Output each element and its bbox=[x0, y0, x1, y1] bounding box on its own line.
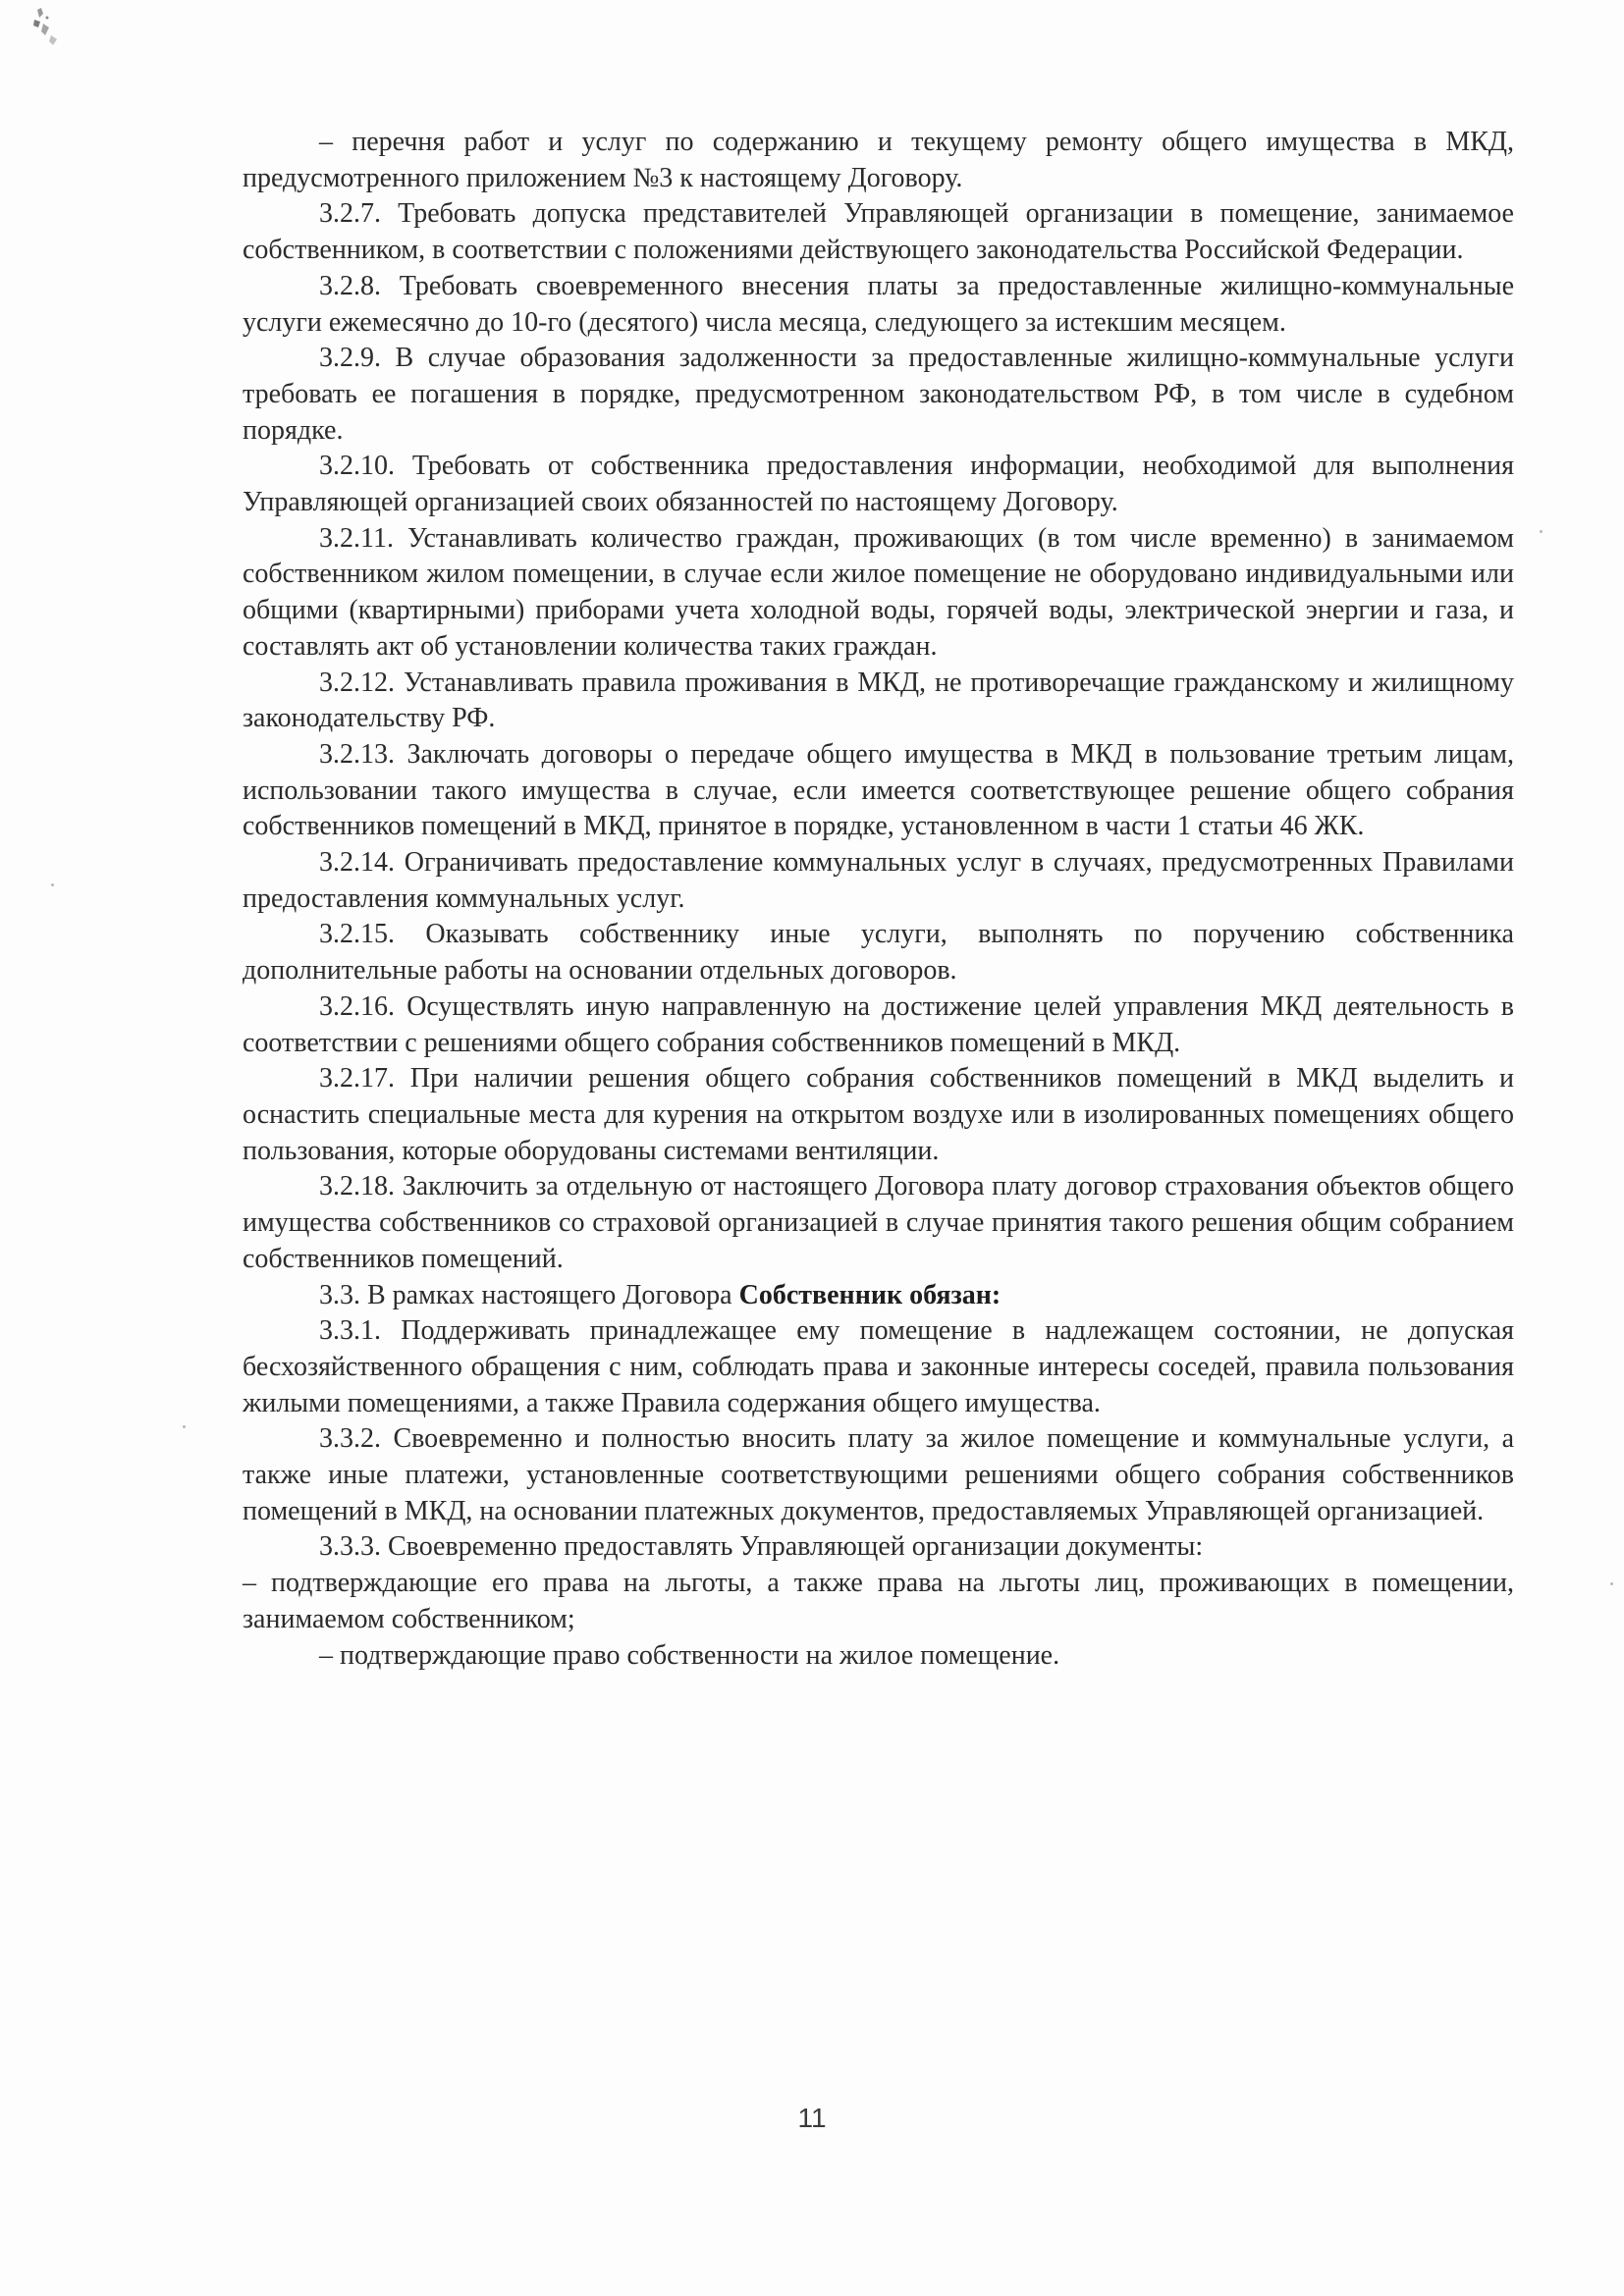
scan-artifact-mark bbox=[31, 6, 61, 49]
list-item-docs-benefits: – подтверждающие его права на льготы, а также права на льготы лиц, проживающих в помещении, занимаемом собственником; bbox=[243, 1568, 1514, 1634]
paragraph-3-3-3: 3.3.3. Своевременно предоставлять Управляющей организации документы: bbox=[319, 1531, 1204, 1563]
list-item-docs-ownership: – подтверждающие право собственности на жилое помещение. bbox=[319, 1639, 1060, 1671]
scan-speck bbox=[183, 1425, 186, 1428]
paragraph-3-3-1: 3.3.1. Поддерживать принадлежащее ему помещение в надлежащем состоянии, не допуская бесхозяйственного обращения с ним, соблюдать права и законные интересы соседей, правила пользования жилыми помещениями, а также Правила содержания общего имущества. bbox=[243, 1315, 1514, 1418]
section-heading-3-3 bbox=[243, 1278, 1514, 1314]
document-body bbox=[243, 125, 1514, 1674]
paragraph-3-2-9: 3.2.9. В случае образования задолженности за предоставленные жилищно-коммунальные услуги требовать ее погашения в порядке, предусмотренном законодательством РФ, в том числе в судебном порядке. bbox=[243, 343, 1514, 446]
scan-speck bbox=[1540, 530, 1543, 533]
paragraph-3-2-17: 3.2.17. При наличии решения общего собрания собственников помещений в МКД выделить и оснастить специальные места для курения на открытом воздухе или в изолированных помещениях общего пользования, которые оборудованы системами вентиляции. bbox=[243, 1063, 1514, 1166]
scan-speck bbox=[1610, 1582, 1613, 1585]
paragraph-3-3-2: 3.3.2. Своевременно и полностью вносить плату за жилое помещение и коммунальные услуги, а также иные платежи, установленные соответствующими решениями общего собрания собственников помещений в МКД, на основании платежных документов, предоставляемых Управляющей организацией. bbox=[243, 1423, 1514, 1526]
scan-speck bbox=[51, 883, 54, 886]
section-3-3-bold: Собственник обязан: bbox=[738, 1279, 1001, 1310]
paragraph-3-2-15: 3.2.15. Оказывать собственнику иные услуги, выполнять по поручению собственника дополнительные работы на основании отдельных договоров. bbox=[243, 919, 1514, 987]
paragraph-3-2-12: 3.2.12. Устанавливать правила проживания в МКД, не противоречащие гражданскому и жилищному законодательству РФ. bbox=[243, 667, 1514, 734]
page-number: 11 bbox=[797, 2103, 827, 2133]
section-3-3-prefix: 3.3. В рамках настоящего Договора bbox=[319, 1279, 739, 1310]
paragraph-3-2-8: 3.2.8. Требовать своевременного внесения платы за предоставленные жилищно-коммунальные услуги ежемесячно до 10-го (десятого) числа месяца, следующего за истекшим месяцем. bbox=[243, 270, 1514, 338]
paragraph-3-2-10: 3.2.10. Требовать от собственника предоставления информации, необходимой для выполнения Управляющей организацией своих обязанностей по настоящему Договору. bbox=[243, 451, 1514, 518]
paragraph-3-2-16: 3.2.16. Осуществлять иную направленную на достижение целей управления МКД деятельность в соответствии с решениями общего собрания собственников помещений в МКД. bbox=[243, 990, 1514, 1058]
paragraph-3-2-7: 3.2.7. Требовать допуска представителей Управляющей организации в помещение, занимаемое собственником, в соответствии с положениями действующего законодательства Российской Федерации. bbox=[243, 198, 1514, 266]
paragraph-3-2-18: 3.2.18. Заключить за отдельную от настоящего Договора плату договор страхования объектов общего имущества собственников со страховой организацией в случае принятия такого решения общим собранием собственников помещений. bbox=[243, 1171, 1514, 1274]
paragraph-3-2-13: 3.2.13. Заключать договоры о передаче общего имущества в МКД в пользование третьим лицам, использовании такого имущества в случае, если имеется соответствующее решение общего собрания собственников помещений в МКД, принятое в порядке, установленном в части 1 статьи 46 ЖК. bbox=[243, 738, 1514, 842]
paragraph-3-2-14: 3.2.14. Ограничивать предоставление коммунальных услуг в случаях, предусмотренных Правилами предоставления коммунальных услуг. bbox=[243, 847, 1514, 914]
paragraph-list-works: – перечня работ и услуг по содержанию и текущему ремонту общего имущества в МКД, предусмотренного приложением №3 к настоящему Договору. bbox=[243, 127, 1514, 193]
paragraph-3-2-11: 3.2.11. Устанавливать количество граждан, проживающих (в том числе временно) в занимаемом собственником жилом помещении, в случае если жилое помещение не оборудовано индивидуальными или общими (квартирными) приборами учета холодной воды, горячей воды, электрической энергии и газа, и составлять акт об установлении количества таких граждан. bbox=[243, 522, 1514, 662]
